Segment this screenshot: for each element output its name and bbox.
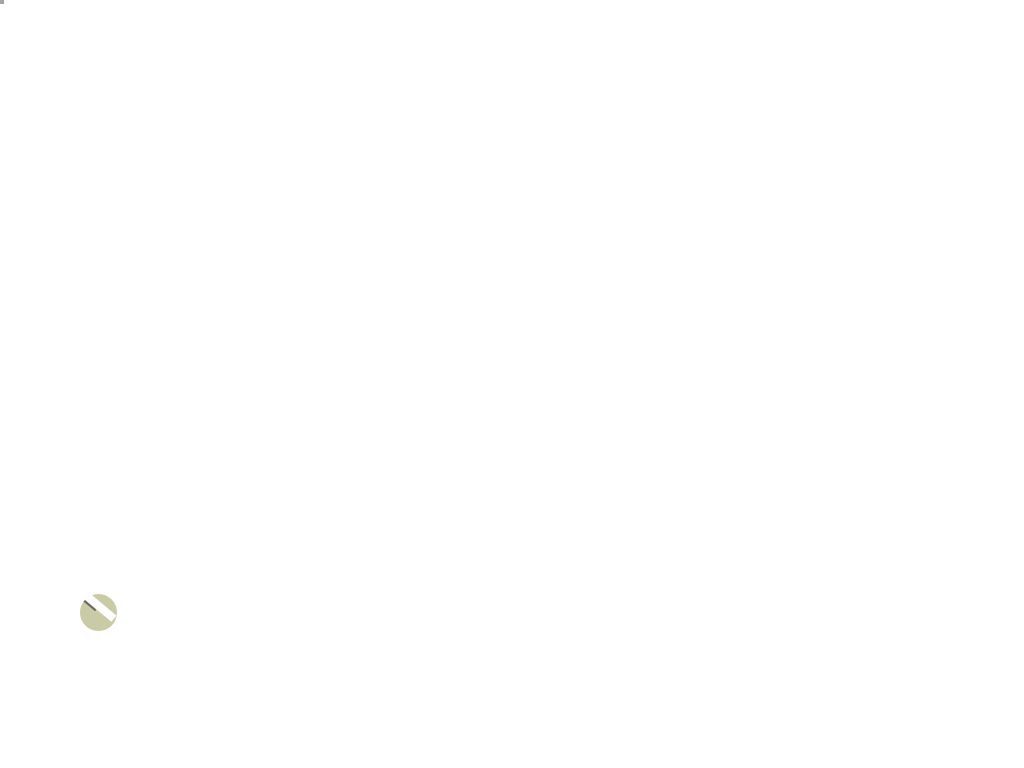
north-symbol-icon: [80, 594, 117, 631]
floor-plan-drawing: [0, 0, 4, 4]
north-stripe: [80, 594, 116, 622]
graphic-scale: [174, 601, 220, 627]
